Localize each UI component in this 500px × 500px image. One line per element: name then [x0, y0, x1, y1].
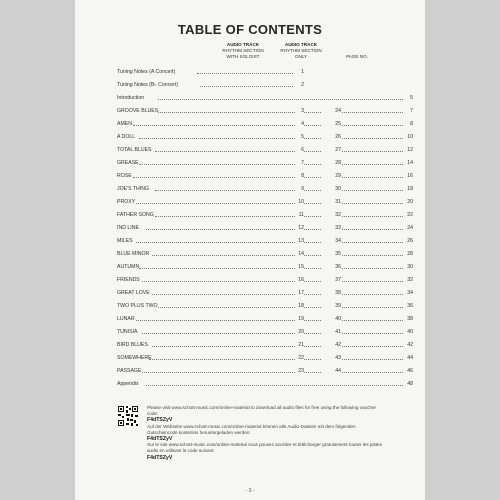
- toc-row: [117, 107, 413, 115]
- dot-leader: [158, 99, 403, 100]
- toc-page-number: 18: [405, 185, 413, 193]
- dot-leader: [142, 281, 403, 282]
- toc-row: [117, 237, 413, 245]
- dot-leader: [152, 346, 403, 347]
- toc-title: MILES: [117, 238, 133, 244]
- toc-title: A DOLL: [117, 134, 136, 140]
- column-header-rhythm-only: [274, 42, 328, 60]
- toc-row: [117, 120, 413, 128]
- toc-track-soloist: 5: [295, 133, 304, 141]
- toc-page-number: 10: [405, 133, 413, 141]
- toc-title: PROXY: [117, 199, 136, 205]
- toc-track-rhythm: 35: [321, 250, 341, 258]
- toc-page-number: 26: [405, 237, 413, 245]
- dot-leader: [136, 203, 403, 204]
- toc-track-soloist: 10: [295, 198, 304, 206]
- dot-leader: [197, 73, 293, 74]
- toc-track-soloist: 19: [295, 315, 304, 323]
- toc-title: AMEN: [117, 121, 132, 127]
- toc-row: [117, 198, 413, 206]
- toc-title: Tuning Notes (A Concert): [117, 69, 176, 75]
- toc-title: FATHER SONG: [117, 212, 154, 218]
- toc-row: [117, 263, 413, 271]
- dot-leader: [200, 86, 293, 87]
- dot-leader: [152, 255, 403, 256]
- toc-track-soloist: 15: [295, 263, 304, 271]
- toc-title: BIRD BLUES: [117, 342, 148, 348]
- dot-leader: [142, 333, 403, 334]
- qr-code-icon: [117, 405, 139, 427]
- toc-row: [117, 159, 413, 167]
- toc-title: FRIENDS: [117, 277, 140, 283]
- dot-leader: [133, 177, 403, 178]
- toc-track-soloist: 14: [295, 250, 304, 258]
- dot-leader: [155, 151, 403, 152]
- toc-title: AUTUMN: [117, 264, 140, 270]
- dot-leader: [139, 268, 403, 269]
- toc-track-soloist: 22: [295, 354, 304, 362]
- toc-row: [117, 367, 413, 375]
- toc-track-soloist: 8: [295, 172, 304, 180]
- toc-title: GROOVE BLUES: [117, 108, 159, 114]
- toc-row: [117, 380, 413, 388]
- toc-track-soloist: 16: [295, 276, 304, 284]
- toc-track-soloist: 1: [295, 68, 304, 76]
- toc-row: [117, 315, 413, 323]
- toc-page-number: 30: [405, 263, 413, 271]
- voucher-code-fr: F4dTSZyV: [147, 454, 173, 461]
- toc-row: [117, 185, 413, 193]
- toc-page-number: 32: [405, 276, 413, 284]
- column-header-page-no: [337, 54, 377, 60]
- toc-row: [117, 133, 413, 141]
- toc-track-rhythm: 38: [321, 289, 341, 297]
- toc-track-rhythm: 29: [321, 172, 341, 180]
- voucher-text-en: Please visit www.schott-music.com/online-material to download all audio files for free using the following voucher code:: [147, 405, 377, 417]
- toc-track-rhythm: 27: [321, 146, 341, 154]
- toc-page-number: 44: [405, 354, 413, 362]
- toc-track-soloist: 6: [295, 146, 304, 154]
- toc-track-rhythm: 32: [321, 211, 341, 219]
- toc-track-rhythm: 25: [321, 120, 341, 128]
- toc-page-number: 20: [405, 198, 413, 206]
- toc-track-rhythm: 36: [321, 263, 341, 271]
- toc-track-rhythm: 33: [321, 224, 341, 232]
- toc-page-number: 34: [405, 289, 413, 297]
- toc-page-number: 48: [405, 380, 413, 388]
- toc-row: [117, 68, 370, 76]
- dot-leader: [136, 242, 403, 243]
- toc-title: LUNAR: [117, 316, 135, 322]
- toc-page-number: 7: [405, 107, 413, 115]
- page-number: - 3 -: [245, 488, 255, 494]
- toc-track-rhythm: 41: [321, 328, 341, 336]
- toc-track-soloist: 17: [295, 289, 304, 297]
- toc-track-rhythm: 34: [321, 237, 341, 245]
- toc-page-number: 46: [405, 367, 413, 375]
- toc-row: [117, 341, 413, 349]
- toc-track-soloist: 18: [295, 302, 304, 310]
- toc-track-rhythm: 31: [321, 198, 341, 206]
- toc-row: [117, 81, 370, 89]
- toc-row: [117, 328, 413, 336]
- toc-page-number: 28: [405, 250, 413, 258]
- column-header-rhythm-only-line2: RHYTHM SECTION: [280, 48, 322, 53]
- toc-track-soloist: 11: [295, 211, 304, 219]
- toc-row: [117, 289, 413, 297]
- toc-page-number: 16: [405, 172, 413, 180]
- column-header-soloist-line3: WITH SOLOIST: [226, 54, 260, 59]
- toc-title: BLUE MINOR: [117, 251, 150, 257]
- toc-title: Tuning Notes (B♭ Concert): [117, 82, 179, 88]
- dot-leader: [142, 372, 403, 373]
- toc-page-number: 14: [405, 159, 413, 167]
- toc-track-rhythm: 42: [321, 341, 341, 349]
- toc-track-soloist: 7: [295, 159, 304, 167]
- toc-track-rhythm: 37: [321, 276, 341, 284]
- column-header-soloist-line2: RHYTHM SECTION: [222, 48, 264, 53]
- dot-leader: [155, 216, 403, 217]
- toc-track-soloist: 23: [295, 367, 304, 375]
- toc-track-rhythm: 40: [321, 315, 341, 323]
- dot-leader: [155, 190, 403, 191]
- toc-track-soloist: 4: [295, 120, 304, 128]
- toc-track-soloist: 2: [295, 81, 304, 89]
- toc-page-number: 40: [405, 328, 413, 336]
- toc-title: JOE'S THING: [117, 186, 150, 192]
- toc-title: SOMEWHERE: [117, 355, 152, 361]
- toc-track-soloist: 20: [295, 328, 304, 336]
- toc-title: ROSE: [117, 173, 132, 179]
- column-header-rhythm-only-line3: ONLY: [294, 54, 308, 59]
- dot-leader: [139, 138, 403, 139]
- toc-row: [117, 146, 413, 154]
- toc-row: [117, 276, 413, 284]
- dot-leader: [152, 294, 403, 295]
- voucher-code-de: F4dTSZyV: [147, 436, 173, 443]
- dot-leader: [158, 112, 403, 113]
- toc-title: Introduction: [117, 95, 145, 101]
- toc-track-rhythm: 44: [321, 367, 341, 375]
- toc-track-soloist: 13: [295, 237, 304, 245]
- toc-page-number: 42: [405, 341, 413, 349]
- toc-track-rhythm: 24: [321, 107, 341, 115]
- toc-row: [117, 354, 413, 362]
- toc-page-number: 38: [405, 315, 413, 323]
- voucher-text-fr: Sur le site www.schott-music.com/online-material vous pouvez accéder et télécharger gratuitement toutes les pistes audio en utilisant le code suivant:: [147, 442, 382, 454]
- toc-title: PASSAGE: [117, 368, 142, 374]
- dot-leader: [136, 320, 403, 321]
- toc-title: Appendix: [117, 381, 139, 387]
- column-header-soloist-line1: AUDIO TRACK: [226, 42, 260, 47]
- toc-row: [117, 224, 413, 232]
- toc-row: [117, 211, 413, 219]
- dot-leader: [146, 229, 403, 230]
- toc-page-number: 22: [405, 211, 413, 219]
- toc-track-rhythm: 26: [321, 133, 341, 141]
- dot-leader: [158, 307, 403, 308]
- toc-page-number: 12: [405, 146, 413, 154]
- toc-page-number: 24: [405, 224, 413, 232]
- toc-row: [117, 250, 413, 258]
- toc-track-soloist: 3: [295, 107, 304, 115]
- toc-title: GREAT LOVE: [117, 290, 150, 296]
- column-header-page-no-label: PAGE NO.: [346, 54, 368, 59]
- toc-title: TOTAL BLUES: [117, 147, 152, 153]
- toc-row: [117, 172, 413, 180]
- document-page: [75, 0, 425, 500]
- voucher-code-en: F4dTSZyV: [147, 417, 173, 424]
- toc-row: [117, 94, 413, 102]
- column-header-soloist: [218, 42, 268, 60]
- toc-track-soloist: 9: [295, 185, 304, 193]
- toc-title: IND LINE: [117, 225, 139, 231]
- page-title: TABLE OF CONTENTS: [177, 22, 323, 37]
- toc-page-number: 5: [405, 94, 413, 102]
- toc-track-rhythm: 43: [321, 354, 341, 362]
- dot-leader: [146, 385, 403, 386]
- toc-track-rhythm: 30: [321, 185, 341, 193]
- dot-leader: [133, 125, 403, 126]
- dot-leader: [139, 164, 403, 165]
- toc-row: [117, 302, 413, 310]
- toc-track-soloist: 21: [295, 341, 304, 349]
- dot-leader: [149, 359, 403, 360]
- toc-title: TWO PLUS TWO: [117, 303, 158, 309]
- voucher-text-de: Auf der Webseite www.schott-music.com/online-material können alle Audio-Dateien mit dem folgenden Gutscheincode kostenlos heruntergeladen werden:: [147, 423, 356, 435]
- toc-track-rhythm: 39: [321, 302, 341, 310]
- toc-track-soloist: 12: [295, 224, 304, 232]
- toc-track-rhythm: 28: [321, 159, 341, 167]
- toc-title: GREASE: [117, 160, 139, 166]
- column-header-rhythm-only-line1: AUDIO TRACK: [284, 42, 318, 47]
- toc-title: TUNISIA: [117, 329, 138, 335]
- toc-page-number: 8: [405, 120, 413, 128]
- toc-page-number: 36: [405, 302, 413, 310]
